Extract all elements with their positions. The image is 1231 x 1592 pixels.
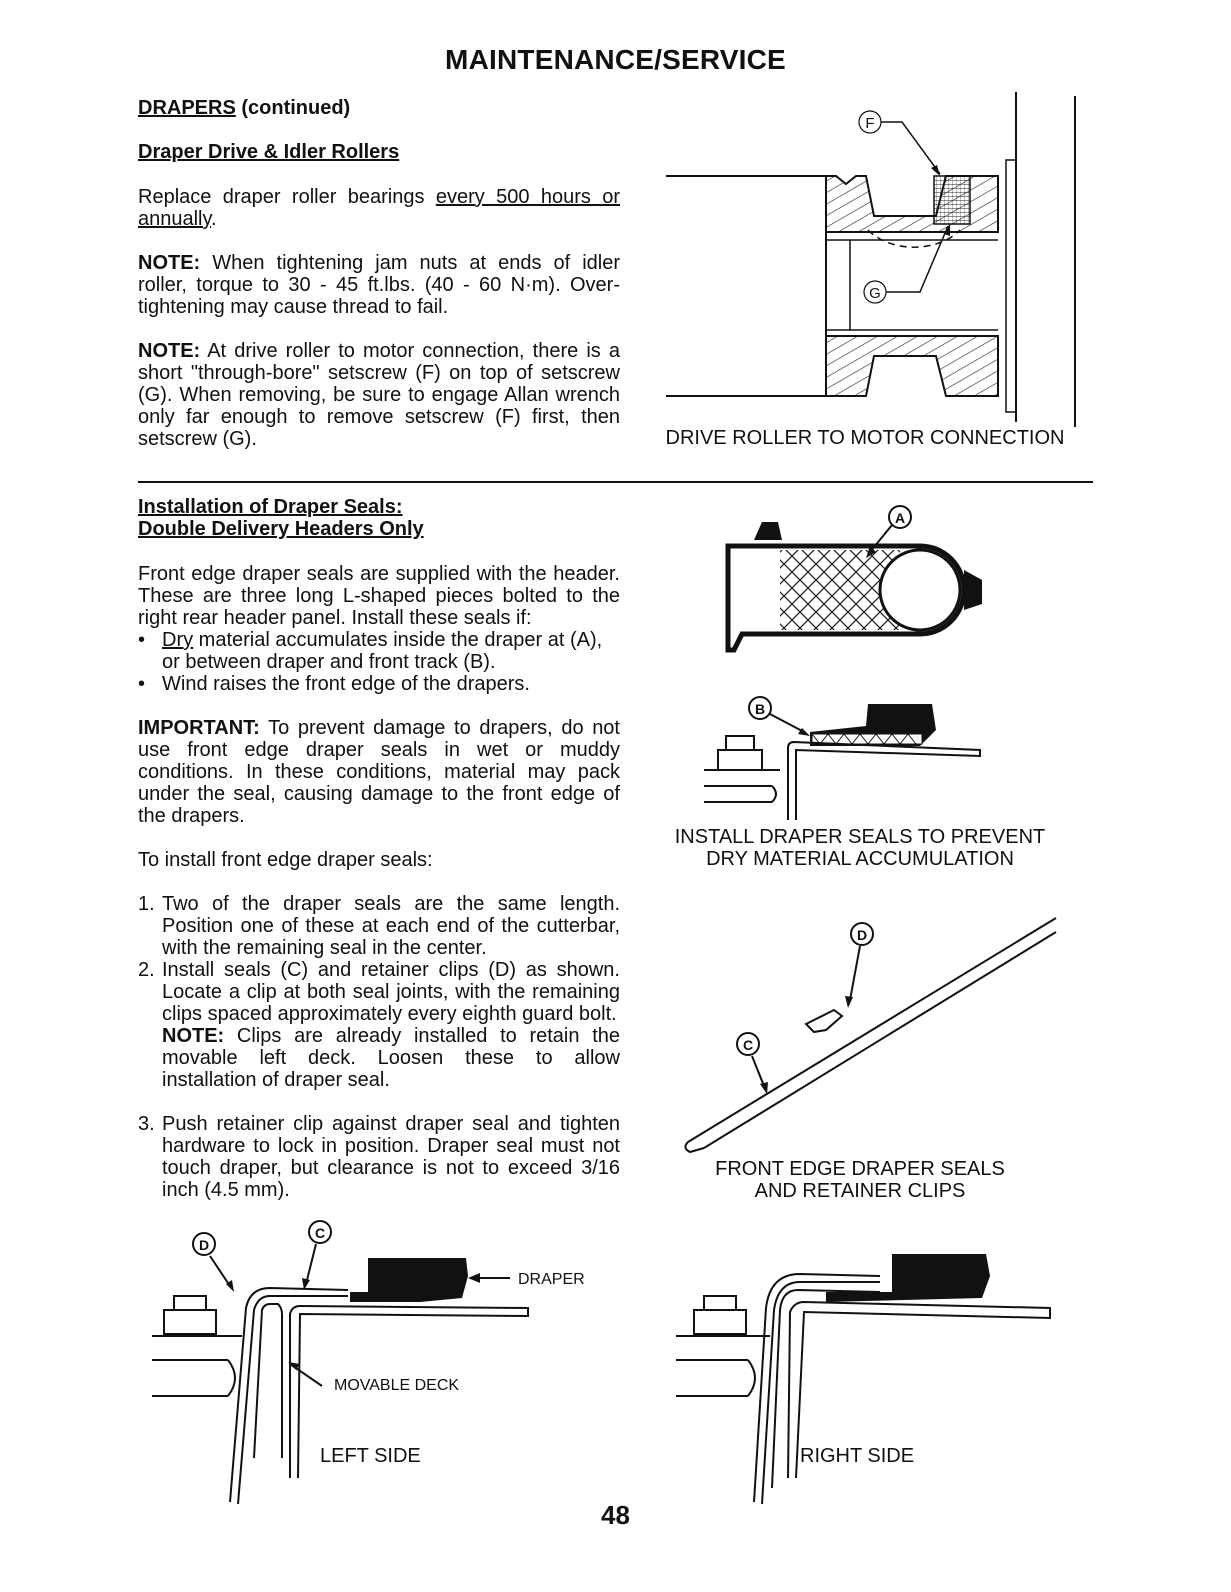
important-text: To prevent damage to drapers, do not use front edge draper seals in wet or muddy conditions. In these conditions, material may pack under the seal, causing damage to the front edge of the drapers. bbox=[138, 717, 620, 827]
important-label: IMPORTANT: bbox=[138, 717, 260, 739]
important-paragraph bbox=[138, 717, 620, 827]
clips-caption-1: FRONT EDGE DRAPER SEALS bbox=[715, 1158, 1005, 1180]
accumulation-caption-1: INSTALL DRAPER SEALS TO PREVENT bbox=[674, 826, 1046, 848]
subheading-double-delivery: Double Delivery Headers Only bbox=[138, 518, 424, 540]
right-side-figure bbox=[670, 1218, 1070, 1508]
bullet-item bbox=[138, 629, 620, 673]
bullet-underlined: Dry bbox=[162, 629, 194, 651]
bullet-text bbox=[162, 629, 620, 673]
callout-d: D bbox=[198, 1237, 210, 1253]
left-side-caption: LEFT SIDE bbox=[320, 1445, 421, 1467]
to-install-line: To install front edge draper seals: bbox=[138, 849, 433, 871]
note-label: NOTE: bbox=[138, 252, 201, 274]
step-number: 3. bbox=[138, 1113, 155, 1135]
replace-end: . bbox=[211, 208, 217, 230]
section-heading-drapers bbox=[138, 97, 350, 120]
section-divider bbox=[138, 481, 1093, 483]
note-label: NOTE: bbox=[162, 1025, 225, 1047]
callout-g: G bbox=[869, 285, 881, 302]
draper-label: DRAPER bbox=[518, 1271, 585, 1288]
bullet-text: Wind raises the front edge of the drapers. bbox=[162, 673, 530, 695]
note-jam-nuts bbox=[138, 252, 620, 318]
callout-b: B bbox=[754, 701, 766, 717]
bullet-body: material accumulates inside the draper at (A), or between draper and front track (B). bbox=[162, 629, 603, 673]
subheading-installation: Installation of Draper Seals: bbox=[138, 496, 403, 518]
bullet-item bbox=[138, 673, 620, 695]
right-side-caption: RIGHT SIDE bbox=[800, 1445, 915, 1467]
draper-accumulation-figure-b bbox=[700, 690, 1000, 825]
bullet-dot: • bbox=[138, 629, 146, 651]
step-item bbox=[138, 1113, 620, 1201]
draper-accumulation-figure-a bbox=[720, 500, 1010, 660]
subheading-drive-idler: Draper Drive & Idler Rollers bbox=[138, 141, 400, 163]
bullet-dot: • bbox=[138, 673, 146, 695]
note-text: When tightening jam nuts at ends of idler roller, torque to 30 - 45 ft.lbs. (40 - 60 N·m). Over-tightening may cause thread to fail. bbox=[138, 252, 620, 318]
step-item bbox=[138, 893, 620, 959]
heading-drapers-underlined: DRAPERS bbox=[138, 97, 236, 119]
clips-caption-2: AND RETAINER CLIPS bbox=[754, 1180, 966, 1202]
callout-f: F bbox=[865, 115, 875, 132]
step-number: 1. bbox=[138, 893, 155, 915]
step-text: Push retainer clip against draper seal and tighten hardware to lock in position. Draper seal must not touch draper, but clearance is not to exceed 3/16 inch (4.5 mm). bbox=[162, 1113, 620, 1201]
step-body: Install seals (C) and retainer clips (D) as shown. Locate a clip at both seal joints, with the remaining clips spaced approximately every eighth guard bolt. bbox=[162, 959, 620, 1025]
note-text: At drive roller to motor connection, there is a short "through-bore" setscrew (F) on top of setscrew (G). When removing, be sure to engage Allan wrench only far enough to remove setscrew (F) first, then setscrew (G). bbox=[138, 340, 620, 450]
heading-drapers-rest: (continued) bbox=[235, 97, 351, 119]
step-number: 2. bbox=[138, 959, 155, 981]
step-text: Two of the draper seals are the same length. Position one of these at each end of the cutterbar, with the remaining seal in the center. bbox=[162, 893, 620, 959]
callout-a: A bbox=[894, 510, 906, 526]
replace-interval: every 500 hours or annually bbox=[138, 186, 621, 230]
seals-and-clips-figure bbox=[680, 910, 1070, 1155]
callout-d: D bbox=[856, 927, 868, 943]
drive-roller-figure bbox=[660, 92, 1090, 437]
replace-bearings-paragraph bbox=[138, 186, 620, 230]
drive-roller-caption: DRIVE ROLLER TO MOTOR CONNECTION bbox=[665, 427, 1065, 449]
note-text: Clips are already installed to retain the movable left deck. Loosen these to allow installation of draper seal. bbox=[162, 1025, 620, 1091]
note-label: NOTE: bbox=[138, 340, 201, 362]
step-item bbox=[138, 959, 620, 1113]
left-side-figure bbox=[150, 1218, 600, 1508]
accumulation-caption-2: DRY MATERIAL ACCUMULATION bbox=[706, 848, 1014, 870]
seals-intro-paragraph: Front edge draper seals are supplied with the header. These are three long L-shaped pieces bolted to the right rear header panel. Install these seals if: bbox=[138, 563, 620, 629]
step-text bbox=[162, 959, 620, 1091]
callout-c: C bbox=[742, 1037, 754, 1053]
page-title: MAINTENANCE/SERVICE bbox=[445, 44, 786, 75]
page-number: 48 bbox=[601, 1500, 630, 1530]
note-setscrew bbox=[138, 340, 620, 450]
movable-deck-label: MOVABLE DECK bbox=[334, 1377, 460, 1394]
callout-c: C bbox=[314, 1225, 326, 1241]
replace-text: Replace draper roller bearings bbox=[138, 186, 436, 208]
